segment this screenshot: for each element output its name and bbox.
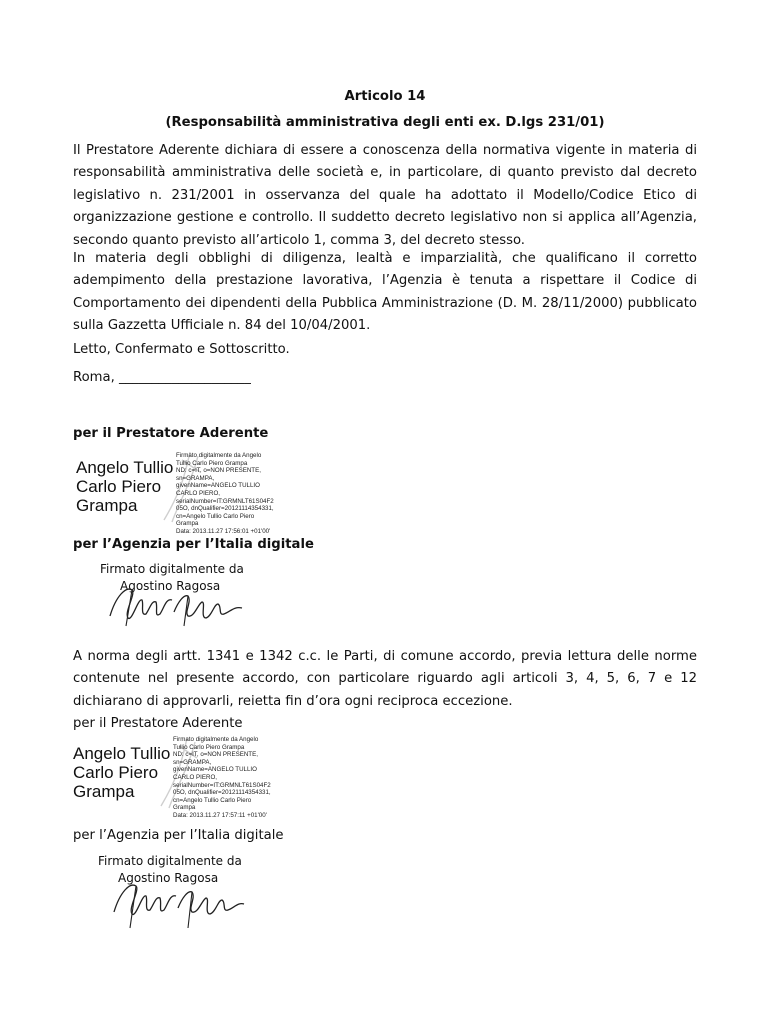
agency-signature-2 <box>98 852 258 932</box>
signature-detail: ND: c=IT, o=NON PRESENTE, <box>173 751 258 759</box>
stamp-line: Firmato digitalmente da <box>98 854 242 868</box>
signature-detail: serialNumber=IT:GRMNLT61S04F2 <box>173 781 271 789</box>
signer-name-line: Carlo Piero <box>73 763 159 782</box>
article-subtitle: (Responsabilità amministrativa degli enti ex. D.lgs 231/01) <box>165 115 605 130</box>
signer-name-line: Carlo Piero <box>76 477 162 496</box>
paragraph-responsabilita: Il Prestatore Aderente dichiara di essere a conoscenza della normativa vigente in materia di responsabilità amministrativa delle società e, in particolare, di quanto previsto dal decreto legislativo n. 231/2001 in osservanza del quale ha adottato il Modello/Codice Etico di organizzazione gestione e controllo. Il suddetto decreto legislativo non si applica all’Agenzia, secondo quanto previsto all’articolo 1, comma 3, del decreto stesso. <box>73 143 697 248</box>
signature-detail: ND: c=IT, o=NON PRESENTE, <box>176 467 261 475</box>
agency-signature-1 <box>100 560 260 630</box>
signature-detail: Data: 2013.11.27 17:56:01 +01'00' <box>176 527 271 535</box>
stamp-line: Firmato digitalmente da <box>100 562 244 576</box>
signer-name-line: Grampa <box>76 496 138 515</box>
stamp-name: Agostino Ragosa <box>120 579 221 593</box>
label-prestatore-1: per il Prestatore Aderente <box>73 426 269 441</box>
label-agenzia-2: per l’Agenzia per l’Italia digitale <box>73 828 284 843</box>
digital-signature-1 <box>76 450 276 535</box>
signature-detail: Grampa <box>176 520 199 528</box>
signature-detail: CARLO PIERO, <box>173 773 218 781</box>
signature-detail: Tullio Carlo Piero Grampa <box>173 743 245 751</box>
paragraph-clausole: A norma degli artt. 1341 e 1342 c.c. le Parti, di comune accordo, previa lettura delle norme contenute nel presente accordo, con particolare riguardo agli articoli 3, 4, 5, 6, 7 e 12 dichiarano di approvarli, reietta fin d’ora ogni reciproca eccezione. <box>73 649 697 709</box>
signature-detail: sn=GRAMPA, <box>173 758 212 766</box>
label-prestatore-2: per il Prestatore Aderente <box>73 716 243 731</box>
signature-detail: CARLO PIERO, <box>176 489 221 497</box>
paragraph-roma: Roma, ____________________ <box>73 370 251 385</box>
signature-detail: Grampa <box>173 804 196 812</box>
signature-detail: Tullio Carlo Piero Grampa <box>176 459 248 467</box>
signature-detail: Firmato digitalmente da Angelo <box>173 736 259 743</box>
signature-detail: 05O, dnQualifier=20121114354331, <box>173 789 271 797</box>
signature-detail: sn=GRAMPA, <box>176 474 215 482</box>
signature-detail: Firmato digitalmente da Angelo <box>176 452 262 459</box>
paragraph-obblighi: In materia degli obblighi di diligenza, lealtà e imparzialità, che qualificano il corretto adempimento della prestazione lavorativa, l’Agenzia è tenuta a rispettare il Codice di Comportamento dei dipendenti della Pubblica Amministrazione (D. M. 28/11/2000) pubblicato sulla Gazzetta Ufficiale n. 84 del 10/04/2001. <box>73 251 697 334</box>
signer-name-line: Angelo Tullio <box>76 458 174 477</box>
signer-name-line: Grampa <box>73 782 135 801</box>
article-number: Articolo 14 <box>344 89 426 104</box>
paragraph-letto: Letto, Confermato e Sottoscritto. <box>73 342 290 357</box>
digital-signature-2 <box>73 736 273 819</box>
signature-detail: serialNumber=IT:GRMNLT61S04F2 <box>176 497 274 505</box>
signature-detail: Data: 2013.11.27 17:57:11 +01'00' <box>173 811 267 819</box>
handwritten-signature-icon <box>102 578 252 628</box>
signature-detail: givenName=ANGELO TULLIO <box>173 766 257 774</box>
signature-detail: 05O, dnQualifier=20121114354331, <box>176 505 274 513</box>
label-agenzia-1: per l’Agenzia per l’Italia digitale <box>73 537 314 552</box>
signature-detail: cn=Angelo Tullio Carlo Piero <box>173 796 252 804</box>
signature-detail: givenName=ANGELO TULLIO <box>176 482 260 490</box>
signer-name-line: Angelo Tullio <box>73 744 171 763</box>
signature-detail: cn=Angelo Tullio Carlo Piero <box>176 512 255 520</box>
handwritten-signature-icon <box>106 872 256 932</box>
stamp-name: Agostino Ragosa <box>118 871 219 885</box>
